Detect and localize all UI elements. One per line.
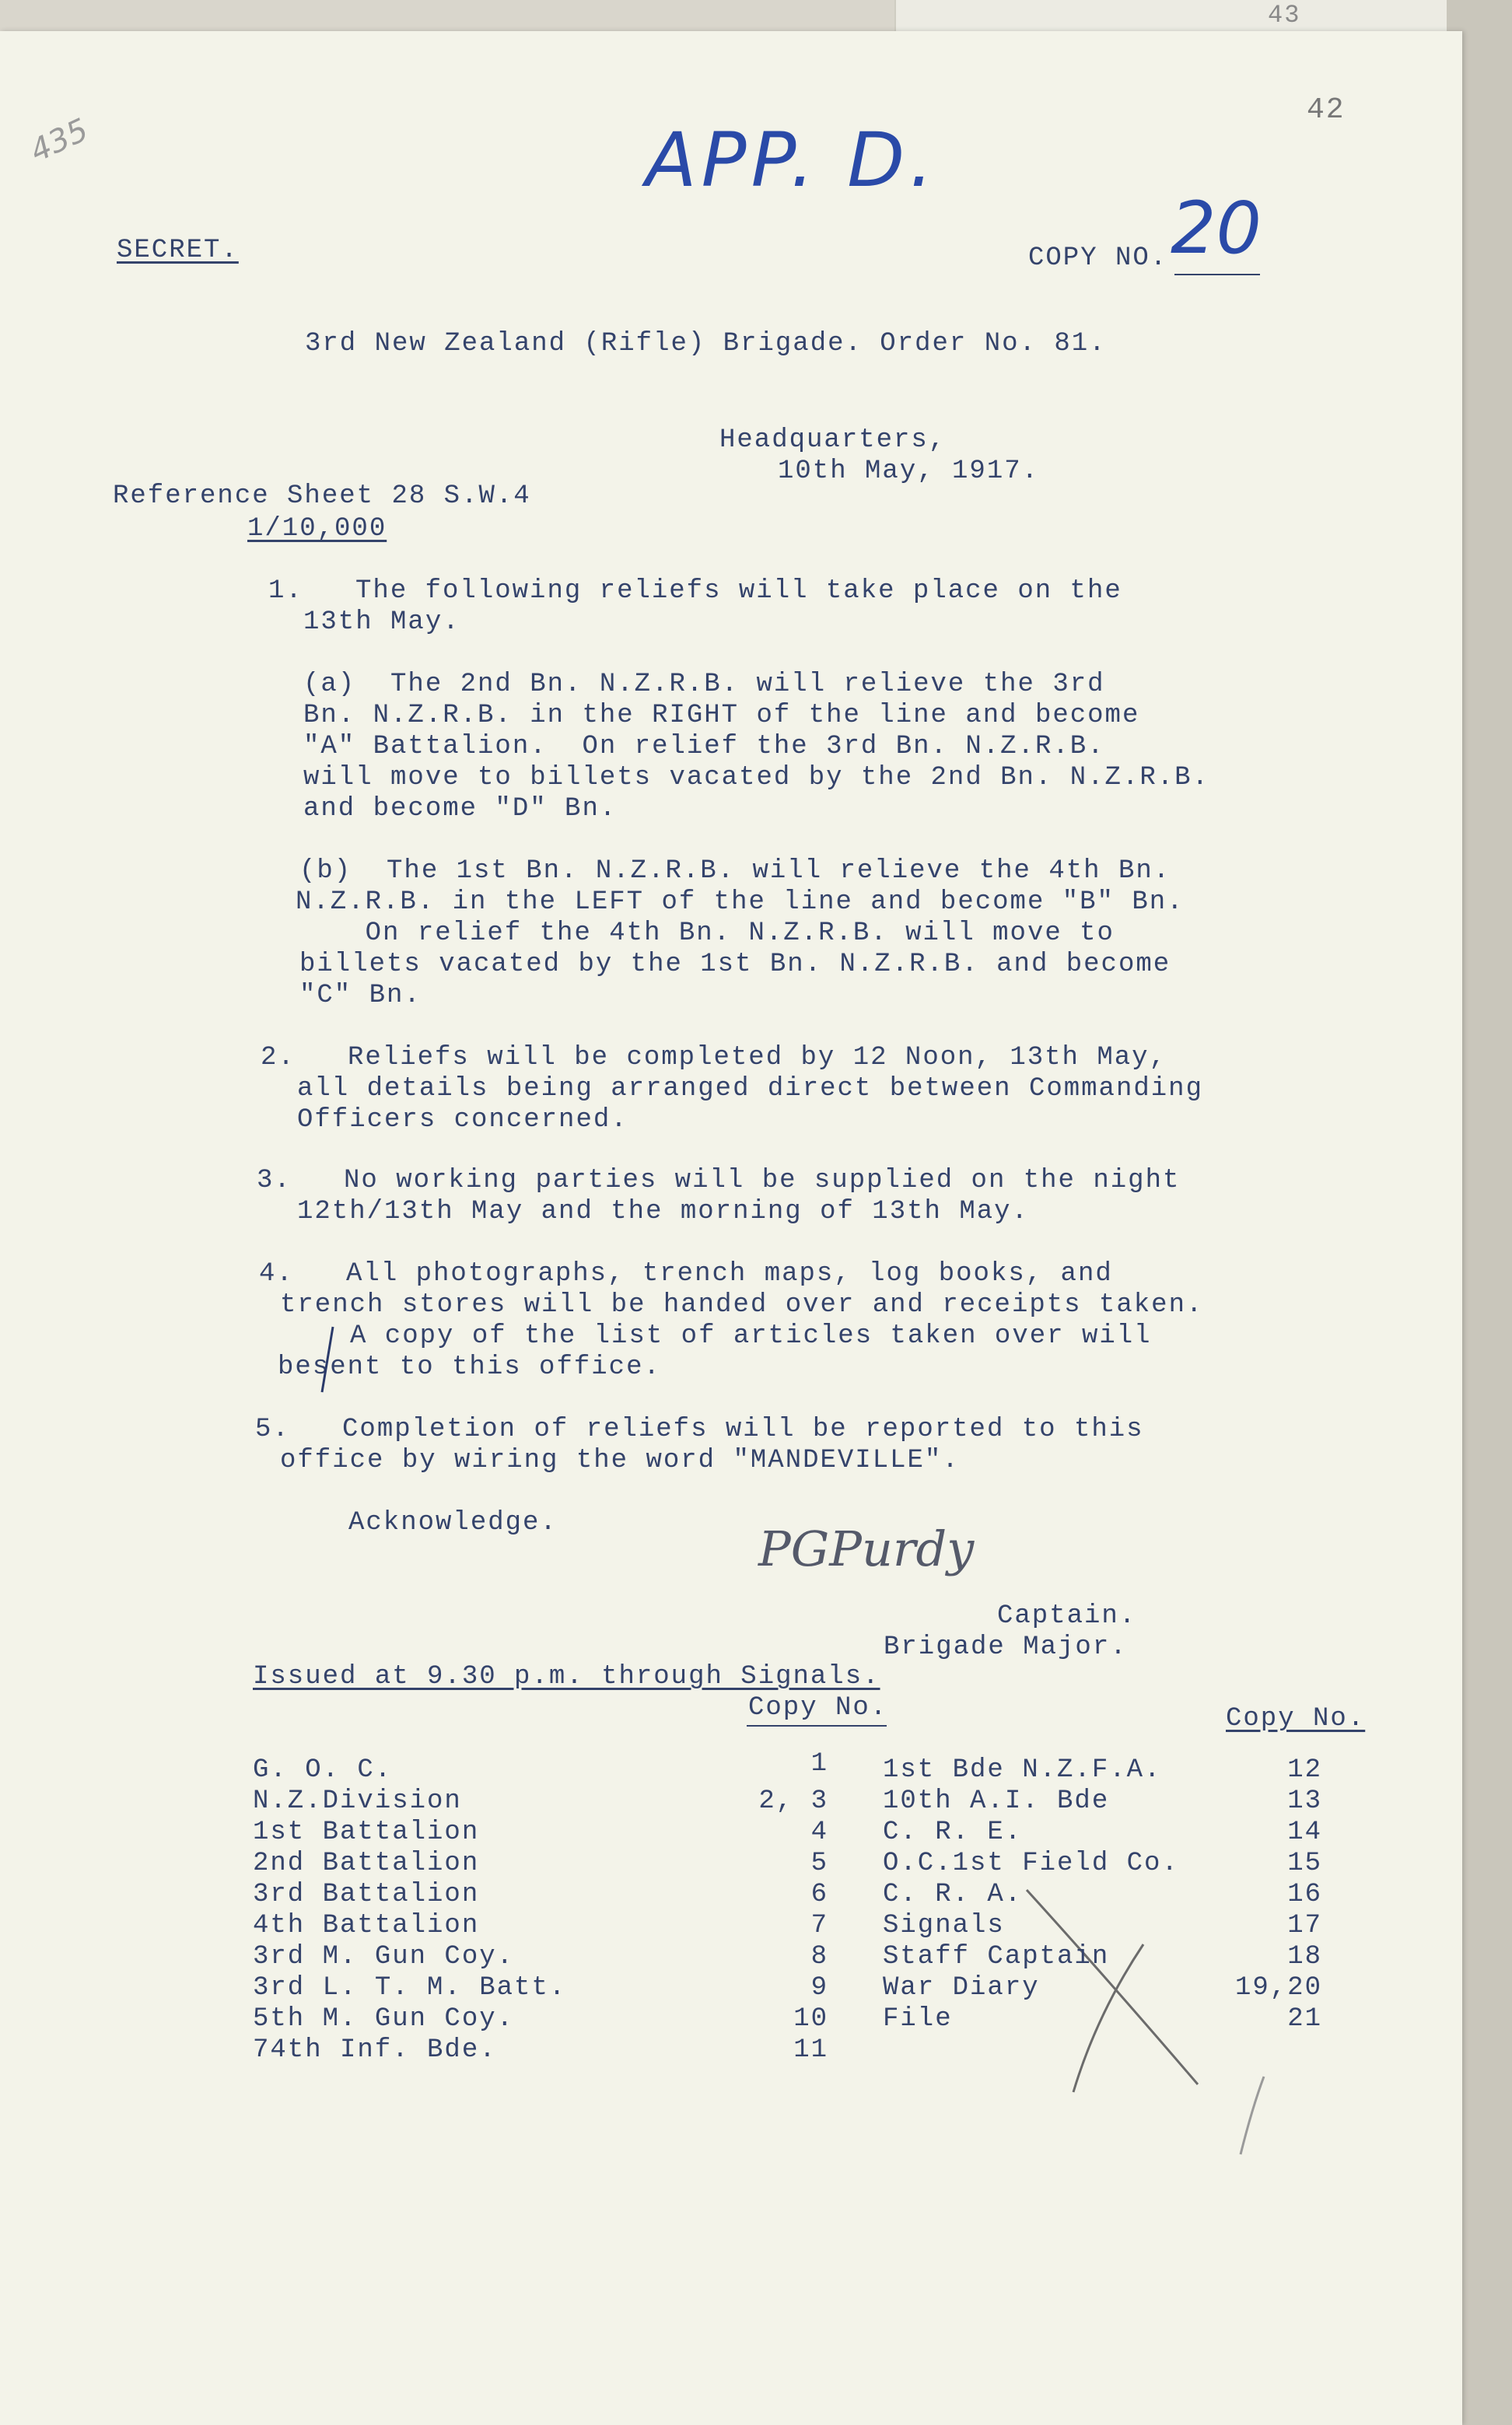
distribution-copy-number: 4 bbox=[810, 1818, 828, 1847]
distribution-copy-number: 1 bbox=[810, 1749, 828, 1779]
distribution-copy-number: 11 bbox=[793, 2035, 828, 2065]
distribution-recipient: 2nd Battalion bbox=[253, 1849, 480, 1878]
para-4-line: besent to this office. bbox=[278, 1352, 661, 1382]
distribution-recipient: File bbox=[883, 2004, 953, 2034]
signature-role: Brigade Major. bbox=[884, 1632, 1128, 1662]
distribution-recipient: 3rd M. Gun Coy. bbox=[253, 1942, 515, 1972]
para-1b-line: (b) The 1st Bn. N.Z.R.B. will relieve the 4th Bn. bbox=[299, 856, 1171, 886]
para-1b-line: billets vacated by the 1st Bn. N.Z.R.B. and become bbox=[299, 950, 1171, 979]
distribution-copy-number: 10 bbox=[793, 2004, 828, 2034]
distribution-recipient: G. O. C. bbox=[253, 1755, 393, 1785]
distribution-recipient: Signals bbox=[883, 1911, 1005, 1940]
distribution-copy-number: 16 bbox=[1287, 1880, 1322, 1909]
distribution-recipient: 74th Inf. Bde. bbox=[253, 2035, 497, 2065]
hq-line: Headquarters, bbox=[719, 425, 947, 455]
document-page bbox=[0, 31, 1462, 2425]
copy-number-underline bbox=[1174, 274, 1260, 275]
distribution-recipient: 3rd Battalion bbox=[253, 1880, 480, 1909]
pen-insertion-mark-icon bbox=[311, 1322, 342, 1400]
para-1-line-2: 13th May. bbox=[303, 607, 460, 637]
distribution-copy-number: 9 bbox=[810, 1973, 828, 2003]
para-1b-line: "C" Bn. bbox=[299, 981, 422, 1010]
distribution-copy-number: 12 bbox=[1287, 1755, 1322, 1785]
signature-rank: Captain. bbox=[997, 1601, 1137, 1631]
para-1-line-1: 1. The following reliefs will take place on the bbox=[268, 576, 1122, 606]
copy-no-header-left: Copy No. bbox=[748, 1693, 888, 1723]
distribution-copy-number: 15 bbox=[1287, 1849, 1322, 1878]
distribution-recipient: War Diary bbox=[883, 1973, 1040, 2003]
para-2-line: all details being arranged direct between Commanding bbox=[297, 1074, 1203, 1104]
secret-label: SECRET. bbox=[117, 236, 239, 265]
para-2-line: 2. Reliefs will be completed by 12 Noon, 13th May, bbox=[261, 1043, 1167, 1073]
para-1a-line: Bn. N.Z.R.B. in the RIGHT of the line and become bbox=[303, 701, 1140, 730]
underlying-page-number: 43 bbox=[1268, 1, 1301, 30]
distribution-copy-number: 5 bbox=[810, 1849, 828, 1878]
para-1a-line: will move to billets vacated by the 2nd Bn. N.Z.R.B. bbox=[303, 763, 1209, 793]
acknowledge: Acknowledge. bbox=[348, 1508, 558, 1538]
reference-scale: 1/10,000 bbox=[247, 514, 387, 544]
distribution-copy-number: 21 bbox=[1287, 2004, 1322, 2034]
page-number: 42 bbox=[1307, 93, 1346, 127]
order-title: 3rd New Zealand (Rifle) Brigade. Order No. 81. bbox=[305, 329, 1107, 359]
distribution-recipient: Staff Captain bbox=[883, 1942, 1110, 1972]
distribution-copy-number: 17 bbox=[1287, 1911, 1322, 1940]
para-3-line: 3. No working parties will be supplied on the night bbox=[257, 1166, 1181, 1195]
pencil-stroke bbox=[1229, 2069, 1276, 2162]
para-5-line: office by wiring the word "MANDEVILLE". bbox=[280, 1446, 960, 1475]
distribution-recipient: 10th A.I. Bde bbox=[883, 1786, 1110, 1816]
para-4-line: A copy of the list of articles taken over will bbox=[350, 1321, 1152, 1351]
para-1a-line: "A" Battalion. On relief the 3rd Bn. N.Z.R.B. bbox=[303, 732, 1105, 761]
appendix-handwritten: APP. D. bbox=[646, 117, 938, 204]
para-1a-line: and become "D" Bn. bbox=[303, 794, 618, 824]
distribution-copy-number: 19,20 bbox=[1234, 1973, 1322, 2003]
distribution-recipient: 4th Battalion bbox=[253, 1911, 480, 1940]
distribution-recipient: 1st Bde N.Z.F.A. bbox=[883, 1755, 1162, 1785]
reference-line: Reference Sheet 28 S.W.4 bbox=[113, 481, 531, 511]
para-1a-line: (a) The 2nd Bn. N.Z.R.B. will relieve the 3rd bbox=[303, 670, 1105, 699]
distribution-recipient: C. R. E. bbox=[883, 1818, 1023, 1847]
distribution-copy-number: 14 bbox=[1287, 1818, 1322, 1847]
para-3-line: 12th/13th May and the morning of 13th May. bbox=[297, 1197, 1029, 1226]
para-2-line: Officers concerned. bbox=[297, 1105, 628, 1135]
pencil-folio: 435 bbox=[24, 112, 94, 170]
signature-handwritten: PGPurdy bbox=[758, 1520, 975, 1577]
distribution-recipient: 5th M. Gun Coy. bbox=[253, 2004, 515, 2034]
para-1b-line: N.Z.R.B. in the LEFT of the line and become "B" Bn. bbox=[296, 887, 1185, 917]
hq-date: 10th May, 1917. bbox=[778, 457, 1040, 486]
para-4-line: 4. All photographs, trench maps, log books, and bbox=[259, 1259, 1113, 1289]
distribution-copy-number: 2, 3 bbox=[758, 1786, 828, 1816]
copy-label: COPY NO. bbox=[1028, 243, 1168, 273]
distribution-copy-number: 7 bbox=[810, 1911, 828, 1940]
copy-no-header-left-underline bbox=[747, 1725, 887, 1727]
pencil-cross-mark bbox=[1011, 1882, 1213, 2100]
distribution-copy-number: 13 bbox=[1287, 1786, 1322, 1816]
copy-no-header-right: Copy No. bbox=[1226, 1704, 1366, 1734]
para-4-line: trench stores will be handed over and receipts taken. bbox=[280, 1290, 1204, 1320]
para-1b-line: On relief the 4th Bn. N.Z.R.B. will move to bbox=[296, 919, 1115, 948]
distribution-copy-number: 6 bbox=[810, 1880, 828, 1909]
distribution-copy-number: 18 bbox=[1287, 1942, 1322, 1972]
distribution-recipient: 1st Battalion bbox=[253, 1818, 480, 1847]
distribution-copy-number: 8 bbox=[810, 1942, 828, 1972]
distribution-recipient: N.Z.Division bbox=[253, 1786, 462, 1816]
distribution-recipient: 3rd L. T. M. Batt. bbox=[253, 1973, 567, 2003]
distribution-recipient: C. R. A. bbox=[883, 1880, 1023, 1909]
copy-number-handwritten: 20 bbox=[1171, 187, 1262, 270]
issued-line: Issued at 9.30 p.m. through Signals. bbox=[253, 1662, 880, 1692]
para-5-line: 5. Completion of reliefs will be reported to this bbox=[255, 1415, 1144, 1444]
distribution-recipient: O.C.1st Field Co. bbox=[883, 1849, 1179, 1878]
